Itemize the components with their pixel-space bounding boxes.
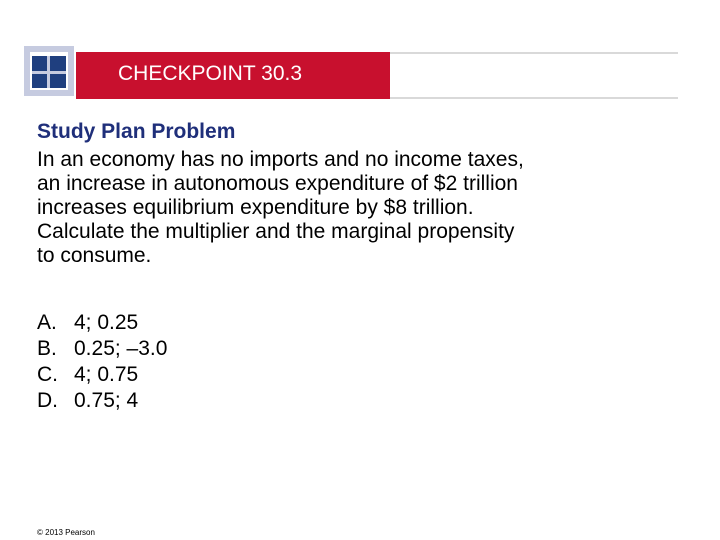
answer-option-b[interactable] bbox=[37, 336, 437, 362]
header-rule-bottom bbox=[390, 97, 678, 99]
answer-text: 4; 0.75 bbox=[74, 363, 139, 386]
problem-line: Calculate the multiplier and the marginal propensity bbox=[37, 220, 515, 243]
answer-option-a[interactable] bbox=[37, 310, 437, 336]
answer-letter: D. bbox=[37, 389, 58, 412]
slide-title: CHECKPOINT 30.3 bbox=[118, 62, 303, 85]
logo-square-divider-h bbox=[32, 71, 66, 74]
problem-heading: Study Plan Problem bbox=[37, 120, 236, 143]
answer-option-c[interactable] bbox=[37, 362, 437, 388]
answer-option-d[interactable] bbox=[37, 388, 437, 414]
logo-square-light-bottom bbox=[24, 90, 74, 96]
logo-square-light-top bbox=[24, 46, 74, 52]
problem-text bbox=[37, 148, 677, 268]
logo-mark bbox=[24, 46, 74, 96]
header-rule-top bbox=[390, 52, 678, 54]
answer-list bbox=[37, 310, 437, 414]
logo-square-light-left bbox=[24, 46, 30, 96]
answer-text: 4; 0.25 bbox=[74, 311, 139, 334]
problem-line: to consume. bbox=[37, 244, 152, 267]
copyright-footer: © 2013 Pearson bbox=[37, 528, 95, 537]
problem-line: In an economy has no imports and no income taxes, bbox=[37, 148, 524, 171]
problem-line: an increase in autonomous expenditure of $2 trillion bbox=[37, 172, 518, 195]
answer-text: 0.75; 4 bbox=[74, 389, 139, 412]
answer-text: 0.25; –3.0 bbox=[74, 337, 168, 360]
answer-letter: A. bbox=[37, 311, 57, 334]
problem-line: increases equilibrium expenditure by $8 trillion. bbox=[37, 196, 474, 219]
logo-square-light-right bbox=[68, 46, 74, 96]
answer-letter: C. bbox=[37, 363, 58, 386]
answer-letter: B. bbox=[37, 337, 57, 360]
